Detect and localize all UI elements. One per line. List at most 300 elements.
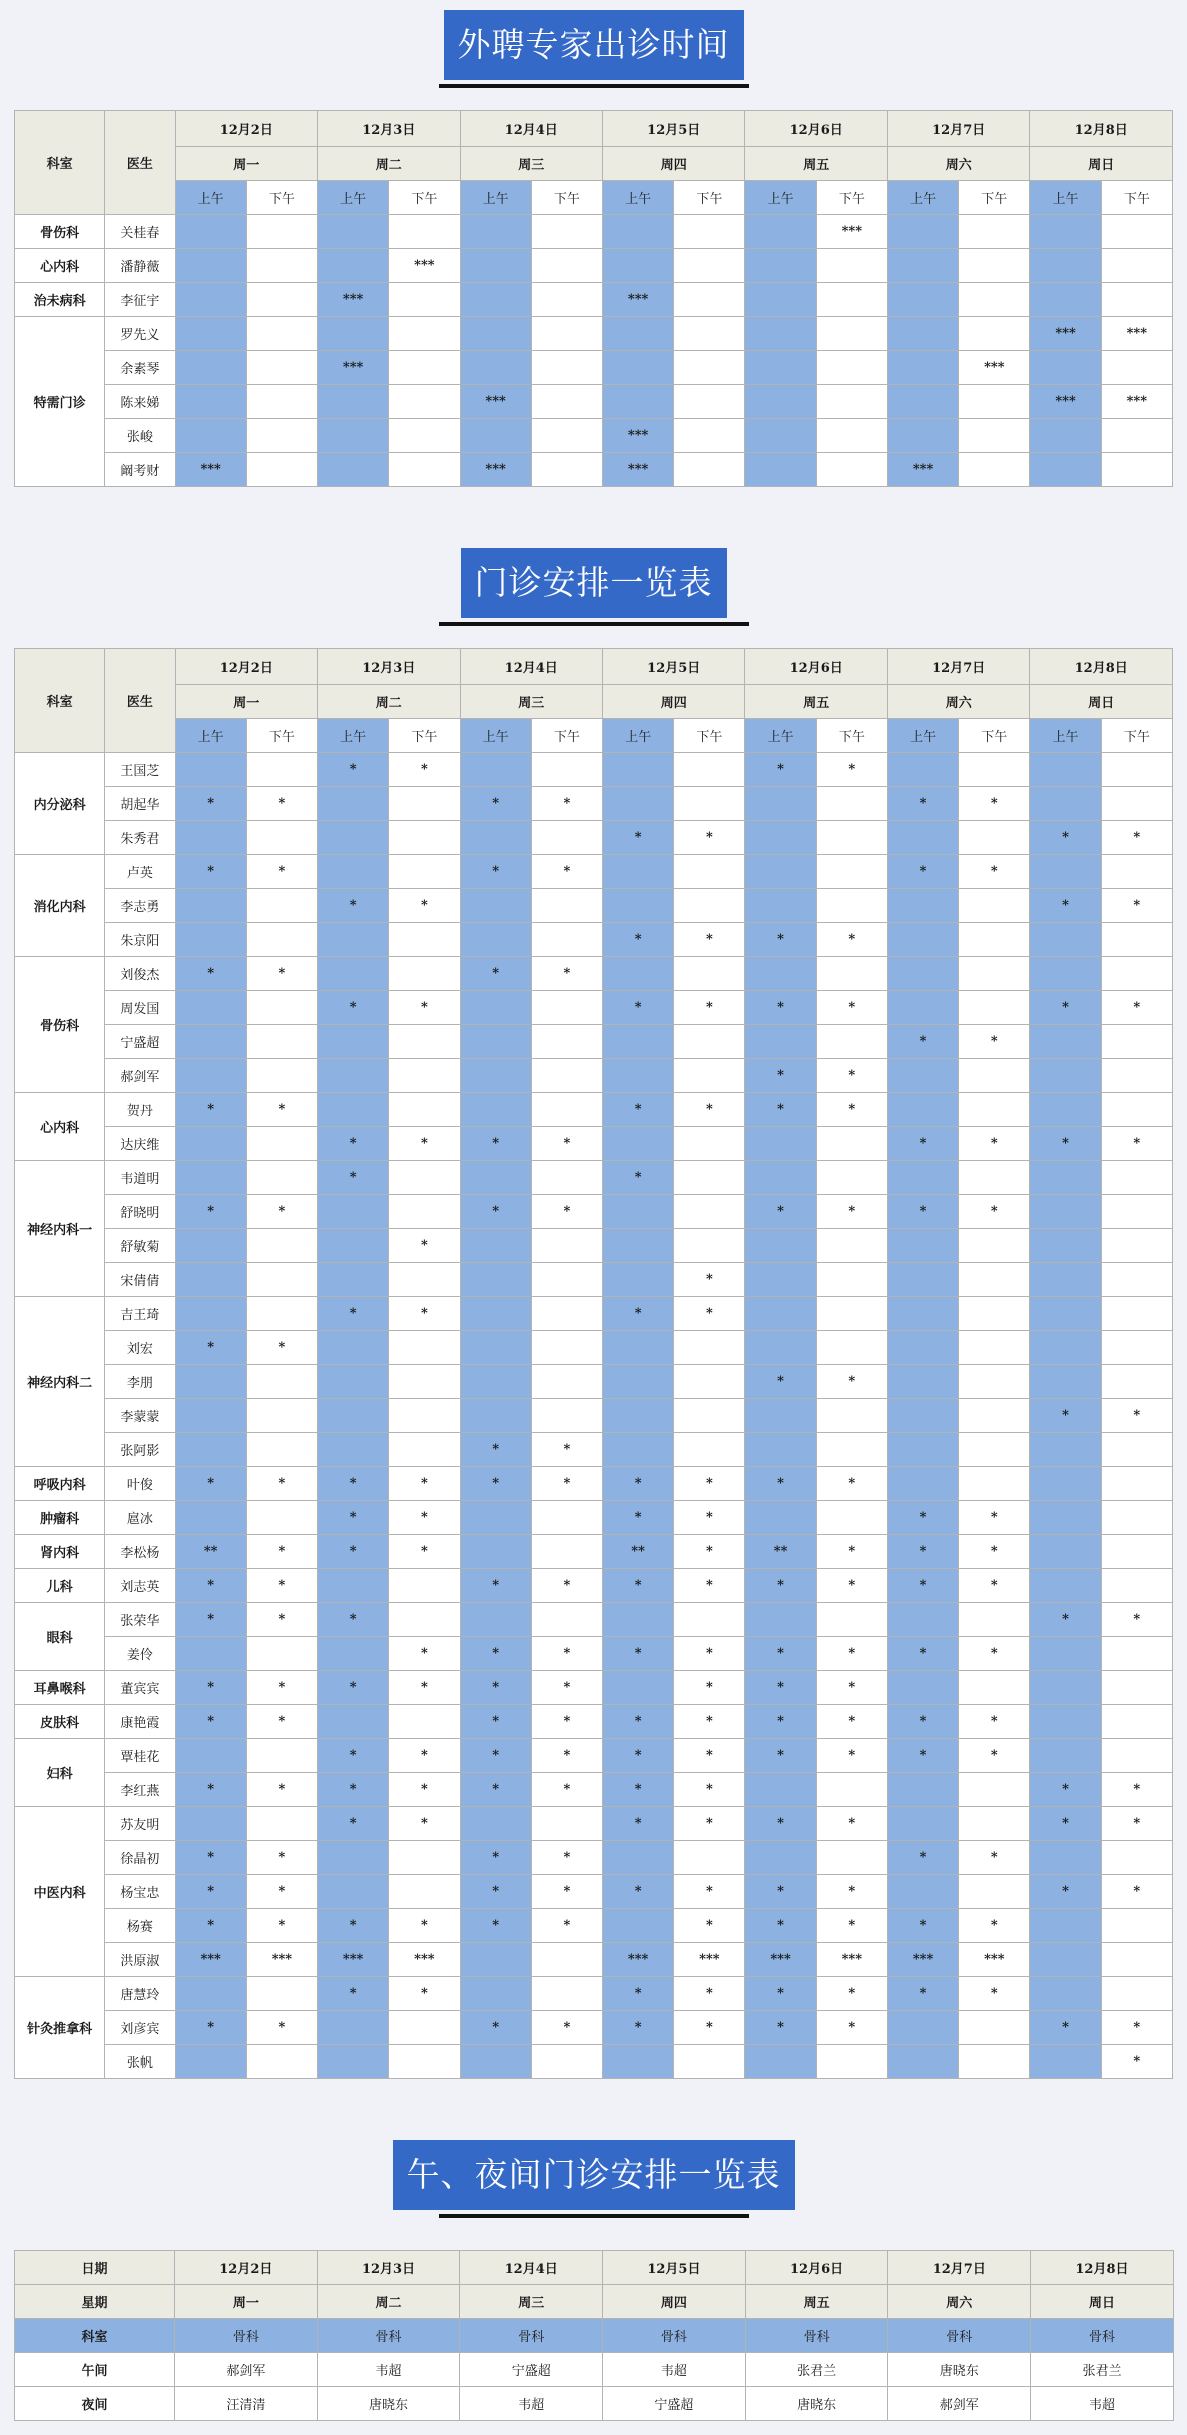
- weekday-cell: 周五: [745, 2285, 888, 2319]
- schedule-mark: [175, 1399, 246, 1433]
- header-weekday: 周三: [460, 685, 602, 719]
- schedule-mark: [246, 283, 317, 317]
- schedule-mark: [602, 753, 673, 787]
- schedule-mark: [389, 317, 460, 351]
- schedule-mark: *: [674, 1569, 745, 1603]
- schedule-mark: [531, 1365, 602, 1399]
- dept-name: 特需门诊: [15, 317, 105, 487]
- schedule-mark: *: [318, 889, 389, 923]
- title-2-wrap: [0, 548, 1187, 626]
- title-1-wrap: [0, 10, 1187, 88]
- schedule-mark: *: [816, 923, 887, 957]
- schedule-mark: [460, 1263, 531, 1297]
- schedule-mark: *: [175, 1909, 246, 1943]
- header-weekday: 周一: [175, 147, 317, 181]
- schedule-mark: [175, 1161, 246, 1195]
- schedule-mark: [745, 1161, 816, 1195]
- doctor-name: 宋倩倩: [105, 1263, 175, 1297]
- schedule-mark: [246, 385, 317, 419]
- table-row: [15, 957, 1173, 991]
- header-am: 上午: [887, 719, 958, 753]
- dept-name: 针灸推拿科: [15, 1977, 105, 2079]
- header-am: 上午: [602, 719, 673, 753]
- schedule-mark: [745, 1127, 816, 1161]
- schedule-mark: [959, 1331, 1030, 1365]
- schedule-mark: *: [460, 855, 531, 889]
- schedule-mark: [745, 1263, 816, 1297]
- schedule-mark: *: [745, 1875, 816, 1909]
- doctor-name: 李征宇: [105, 283, 175, 317]
- schedule-mark: [887, 753, 958, 787]
- schedule-mark: [318, 1841, 389, 1875]
- schedule-mark: *: [389, 1807, 460, 1841]
- schedule-mark: *: [887, 1501, 958, 1535]
- weekday-cell: 周三: [460, 2285, 603, 2319]
- schedule-mark: [959, 1161, 1030, 1195]
- schedule-mark: *: [816, 991, 887, 1025]
- header-pm: 下午: [816, 719, 887, 753]
- doctor-name: 罗先义: [105, 317, 175, 351]
- schedule-mark: *: [531, 1195, 602, 1229]
- header-weekday: 周日: [1030, 147, 1173, 181]
- schedule-mark: *: [602, 821, 673, 855]
- date-cell: 12月6日: [745, 2251, 888, 2285]
- schedule-mark: [959, 453, 1030, 487]
- schedule-mark: *: [816, 1637, 887, 1671]
- schedule-mark: [959, 1093, 1030, 1127]
- schedule-mark: *: [246, 1093, 317, 1127]
- table-row: [15, 249, 1173, 283]
- schedule-mark: [1030, 1093, 1101, 1127]
- schedule-mark: [460, 1977, 531, 2011]
- schedule-mark: [602, 1603, 673, 1637]
- schedule-mark: *: [175, 1671, 246, 1705]
- schedule-mark: [1101, 1025, 1172, 1059]
- schedule-mark: *: [175, 1467, 246, 1501]
- schedule-mark: [745, 1433, 816, 1467]
- schedule-mark: *: [602, 1297, 673, 1331]
- title-underline: [439, 2214, 749, 2218]
- schedule-mark: [246, 351, 317, 385]
- schedule-mark: [246, 1739, 317, 1773]
- schedule-mark: [246, 1161, 317, 1195]
- schedule-mark: [887, 1467, 958, 1501]
- doctor-name: 叶俊: [105, 1467, 175, 1501]
- header-pm: 下午: [1101, 719, 1172, 753]
- table-row: [15, 453, 1173, 487]
- schedule-mark: [389, 215, 460, 249]
- schedule-mark: [318, 385, 389, 419]
- schedule-mark: [246, 1977, 317, 2011]
- schedule-mark: [460, 889, 531, 923]
- doctor-name: 朱秀君: [105, 821, 175, 855]
- schedule-mark: [816, 1501, 887, 1535]
- schedule-mark: [887, 1807, 958, 1841]
- schedule-mark: [959, 753, 1030, 787]
- schedule-mark: *: [531, 855, 602, 889]
- schedule-mark: [389, 1331, 460, 1365]
- schedule-mark: [246, 1059, 317, 1093]
- schedule-mark: ***: [460, 453, 531, 487]
- doctor-name: 杨赛: [105, 1909, 175, 1943]
- schedule-mark: [175, 1739, 246, 1773]
- table-row: [15, 1739, 1173, 1773]
- schedule-mark: [1030, 1977, 1101, 2011]
- schedule-mark: [389, 351, 460, 385]
- schedule-mark: *: [745, 1093, 816, 1127]
- schedule-mark: [674, 855, 745, 889]
- schedule-mark: [460, 1025, 531, 1059]
- schedule-mark: *: [318, 991, 389, 1025]
- table-row: [15, 1637, 1173, 1671]
- title-3-wrap: [0, 2140, 1187, 2218]
- schedule-mark: [531, 1943, 602, 1977]
- schedule-mark: *: [531, 1671, 602, 1705]
- schedule-mark: *: [816, 1739, 887, 1773]
- doctor-name: 董宾宾: [105, 1671, 175, 1705]
- schedule-mark: *: [887, 1841, 958, 1875]
- schedule-mark: [175, 1433, 246, 1467]
- schedule-mark: *: [887, 1637, 958, 1671]
- schedule-mark: [745, 1229, 816, 1263]
- schedule-mark: [175, 1637, 246, 1671]
- doctor-name: 达庆维: [105, 1127, 175, 1161]
- schedule-mark: [602, 957, 673, 991]
- schedule-mark: [1030, 1025, 1101, 1059]
- schedule-mark: [816, 787, 887, 821]
- schedule-mark: *: [246, 855, 317, 889]
- schedule-mark: *: [389, 1637, 460, 1671]
- table-row: [15, 1093, 1173, 1127]
- schedule-mark: [175, 283, 246, 317]
- doctor-name: 张荣华: [105, 1603, 175, 1637]
- schedule-mark: [1030, 1501, 1101, 1535]
- schedule-mark: *: [602, 1637, 673, 1671]
- schedule-mark: [389, 787, 460, 821]
- header-weekday: 周六: [887, 147, 1029, 181]
- schedule-mark: *: [460, 1671, 531, 1705]
- schedule-mark: [816, 419, 887, 453]
- schedule-mark: ***: [175, 453, 246, 487]
- schedule-mark: [959, 1671, 1030, 1705]
- schedule-mark: *: [318, 1807, 389, 1841]
- schedule-mark: [816, 1433, 887, 1467]
- schedule-mark: [602, 317, 673, 351]
- schedule-mark: ***: [674, 1943, 745, 1977]
- schedule-mark: *: [1101, 821, 1172, 855]
- schedule-mark: *: [389, 1127, 460, 1161]
- schedule-mark: *: [959, 855, 1030, 889]
- schedule-mark: *: [816, 1059, 887, 1093]
- schedule-mark: *: [389, 1671, 460, 1705]
- schedule-mark: *: [389, 1909, 460, 1943]
- schedule-mark: [1030, 787, 1101, 821]
- schedule-mark: *: [531, 1739, 602, 1773]
- schedule-mark: [887, 249, 958, 283]
- schedule-mark: [531, 215, 602, 249]
- schedule-mark: [959, 1467, 1030, 1501]
- header-weekday: 周四: [602, 147, 744, 181]
- schedule-mark: *: [602, 1807, 673, 1841]
- schedule-mark: *: [531, 1841, 602, 1875]
- schedule-mark: [389, 1025, 460, 1059]
- schedule-mark: *: [816, 1569, 887, 1603]
- schedule-mark: *: [460, 1739, 531, 1773]
- schedule-mark: [460, 1059, 531, 1093]
- schedule-mark: [674, 453, 745, 487]
- table-row: [15, 1195, 1173, 1229]
- schedule-mark: [674, 1331, 745, 1365]
- schedule-mark: [674, 419, 745, 453]
- dept-name: 神经内科一: [15, 1161, 105, 1297]
- schedule-mark: [531, 1399, 602, 1433]
- noon-doctor-cell: 韦超: [603, 2353, 746, 2387]
- schedule-mark: *: [816, 1875, 887, 1909]
- table-row: [15, 1875, 1173, 1909]
- table-row: [15, 1297, 1173, 1331]
- schedule-mark: [531, 1025, 602, 1059]
- schedule-mark: [816, 1773, 887, 1807]
- schedule-mark: *: [1101, 1807, 1172, 1841]
- schedule-mark: [602, 1059, 673, 1093]
- schedule-mark: [460, 821, 531, 855]
- schedule-mark: [1101, 1943, 1172, 1977]
- schedule-mark: *: [674, 1671, 745, 1705]
- table-row: [15, 2319, 1174, 2353]
- schedule-mark: [318, 317, 389, 351]
- schedule-mark: [175, 317, 246, 351]
- schedule-mark: [175, 419, 246, 453]
- night-doctor-cell: 唐晓东: [745, 2387, 888, 2421]
- doctor-name: 刘宏: [105, 1331, 175, 1365]
- schedule-mark: [460, 1365, 531, 1399]
- schedule-mark: [1030, 1059, 1101, 1093]
- schedule-mark: *: [531, 957, 602, 991]
- schedule-mark: [389, 2011, 460, 2045]
- schedule-mark: [887, 1433, 958, 1467]
- schedule-mark: [246, 419, 317, 453]
- schedule-mark: [1030, 249, 1101, 283]
- night-doctor-cell: 郝剑军: [888, 2387, 1031, 2421]
- doctor-name: 舒敏菊: [105, 1229, 175, 1263]
- schedule-mark: *: [887, 1535, 958, 1569]
- schedule-mark: [389, 821, 460, 855]
- schedule-mark: [816, 317, 887, 351]
- schedule-mark: *: [1101, 1399, 1172, 1433]
- table-row: [15, 991, 1173, 1025]
- schedule-mark: [674, 1195, 745, 1229]
- schedule-mark: [1101, 1433, 1172, 1467]
- header-weekday: 周日: [1030, 685, 1173, 719]
- schedule-mark: [318, 821, 389, 855]
- schedule-mark: [389, 1569, 460, 1603]
- schedule-mark: [531, 889, 602, 923]
- schedule-mark: [887, 2045, 958, 2079]
- schedule-mark: [674, 1059, 745, 1093]
- schedule-mark: [1101, 923, 1172, 957]
- schedule-mark: *: [318, 1739, 389, 1773]
- date-cell: 12月5日: [603, 2251, 746, 2285]
- schedule-mark: *: [175, 787, 246, 821]
- doctor-name: 贺丹: [105, 1093, 175, 1127]
- schedule-mark: [1101, 1467, 1172, 1501]
- schedule-mark: [816, 1399, 887, 1433]
- schedule-mark: [816, 351, 887, 385]
- schedule-mark: [959, 821, 1030, 855]
- schedule-mark: ***: [318, 351, 389, 385]
- schedule-mark: [389, 2045, 460, 2079]
- schedule-mark: [816, 1229, 887, 1263]
- schedule-mark: *: [389, 889, 460, 923]
- schedule-mark: [389, 1195, 460, 1229]
- schedule-mark: *: [1101, 1603, 1172, 1637]
- schedule-mark: *: [745, 1739, 816, 1773]
- schedule-mark: *: [1030, 889, 1101, 923]
- schedule-mark: [531, 1093, 602, 1127]
- header-date: 12月2日: [175, 649, 317, 685]
- schedule-mark: [246, 1433, 317, 1467]
- schedule-mark: *: [531, 1705, 602, 1739]
- doctor-name: 李朋: [105, 1365, 175, 1399]
- schedule-mark: [1101, 1841, 1172, 1875]
- schedule-mark: *: [246, 1773, 317, 1807]
- schedule-mark: [745, 1297, 816, 1331]
- schedule-mark: *: [1101, 991, 1172, 1025]
- schedule-mark: [460, 1331, 531, 1365]
- schedule-mark: [1101, 1297, 1172, 1331]
- schedule-mark: [175, 2045, 246, 2079]
- schedule-mark: *: [745, 1467, 816, 1501]
- schedule-mark: [745, 419, 816, 453]
- schedule-mark: *: [389, 1501, 460, 1535]
- schedule-mark: [318, 1569, 389, 1603]
- schedule-mark: ***: [602, 283, 673, 317]
- schedule-mark: [745, 1331, 816, 1365]
- section-title-evening: 午、夜间门诊安排一览表: [393, 2140, 795, 2210]
- table-row: [15, 1943, 1173, 1977]
- doctor-name: 苏友明: [105, 1807, 175, 1841]
- header-pm: 下午: [246, 181, 317, 215]
- schedule-mark: *: [318, 1977, 389, 2011]
- schedule-mark: ***: [887, 453, 958, 487]
- doctor-name: 吉王琦: [105, 1297, 175, 1331]
- schedule-mark: *: [175, 1705, 246, 1739]
- schedule-mark: [887, 1603, 958, 1637]
- schedule-mark: [1030, 753, 1101, 787]
- schedule-mark: [460, 1807, 531, 1841]
- schedule-mark: [1030, 283, 1101, 317]
- schedule-mark: *: [959, 1501, 1030, 1535]
- schedule-mark: *: [318, 1161, 389, 1195]
- table-row: [15, 2011, 1173, 2045]
- schedule-mark: [816, 283, 887, 317]
- schedule-mark: [389, 419, 460, 453]
- header-weekday: 周一: [175, 685, 317, 719]
- schedule-mark: [674, 787, 745, 821]
- schedule-mark: [1101, 753, 1172, 787]
- schedule-mark: [460, 1399, 531, 1433]
- dept-name: 儿科: [15, 1569, 105, 1603]
- schedule-mark: [389, 1875, 460, 1909]
- schedule-mark: ***: [389, 249, 460, 283]
- table-row: [15, 419, 1173, 453]
- schedule-mark: [318, 855, 389, 889]
- schedule-mark: [816, 1025, 887, 1059]
- schedule-mark: **: [602, 1535, 673, 1569]
- schedule-mark: [175, 1025, 246, 1059]
- schedule-mark: [1030, 1365, 1101, 1399]
- schedule-mark: [674, 957, 745, 991]
- schedule-mark: [531, 1603, 602, 1637]
- schedule-mark: [1030, 1841, 1101, 1875]
- schedule-mark: [1101, 1705, 1172, 1739]
- schedule-mark: [959, 2045, 1030, 2079]
- schedule-mark: *: [1030, 991, 1101, 1025]
- schedule-mark: [959, 317, 1030, 351]
- header-weekday: 周二: [318, 147, 460, 181]
- table-row: [15, 855, 1173, 889]
- doctor-name: 刘志英: [105, 1569, 175, 1603]
- night-doctor-cell: 宁盛超: [603, 2387, 746, 2421]
- schedule-mark: *: [674, 923, 745, 957]
- schedule-mark: [246, 1297, 317, 1331]
- header-date: 12月8日: [1030, 111, 1173, 147]
- schedule-mark: [318, 1229, 389, 1263]
- row-label: 午间: [15, 2353, 175, 2387]
- schedule-mark: [674, 215, 745, 249]
- schedule-mark: *: [602, 1093, 673, 1127]
- schedule-mark: [887, 351, 958, 385]
- schedule-mark: [887, 283, 958, 317]
- schedule-mark: [1030, 957, 1101, 991]
- schedule-mark: [531, 923, 602, 957]
- schedule-mark: *: [175, 855, 246, 889]
- schedule-mark: [318, 1195, 389, 1229]
- schedule-mark: *: [816, 1467, 887, 1501]
- schedule-mark: [460, 317, 531, 351]
- schedule-mark: [1030, 1297, 1101, 1331]
- schedule-mark: [887, 821, 958, 855]
- schedule-mark: *: [389, 1467, 460, 1501]
- schedule-mark: [887, 1399, 958, 1433]
- schedule-mark: *: [674, 1297, 745, 1331]
- schedule-mark: [175, 1365, 246, 1399]
- schedule-mark: [389, 957, 460, 991]
- schedule-mark: *: [389, 1297, 460, 1331]
- schedule-mark: *: [460, 1875, 531, 1909]
- section-title-outpatient: 门诊安排一览表: [461, 548, 727, 618]
- schedule-mark: *: [674, 1467, 745, 1501]
- schedule-mark: [389, 923, 460, 957]
- dept-name: 治未病科: [15, 283, 105, 317]
- schedule-mark: [816, 453, 887, 487]
- schedule-mark: *: [887, 787, 958, 821]
- schedule-mark: [389, 453, 460, 487]
- schedule-mark: [1101, 1977, 1172, 2011]
- schedule-mark: [959, 1399, 1030, 1433]
- doctor-name: 姜伶: [105, 1637, 175, 1671]
- schedule-mark: *: [1030, 1399, 1101, 1433]
- schedule-mark: *: [246, 1841, 317, 1875]
- schedule-mark: *: [175, 957, 246, 991]
- schedule-mark: *: [816, 1977, 887, 2011]
- schedule-mark: [1101, 1671, 1172, 1705]
- header-doctor: 医生: [105, 649, 175, 753]
- schedule-mark: [531, 1263, 602, 1297]
- schedule-mark: ***: [175, 1943, 246, 1977]
- schedule-mark: [531, 1977, 602, 2011]
- schedule-mark: [959, 1773, 1030, 1807]
